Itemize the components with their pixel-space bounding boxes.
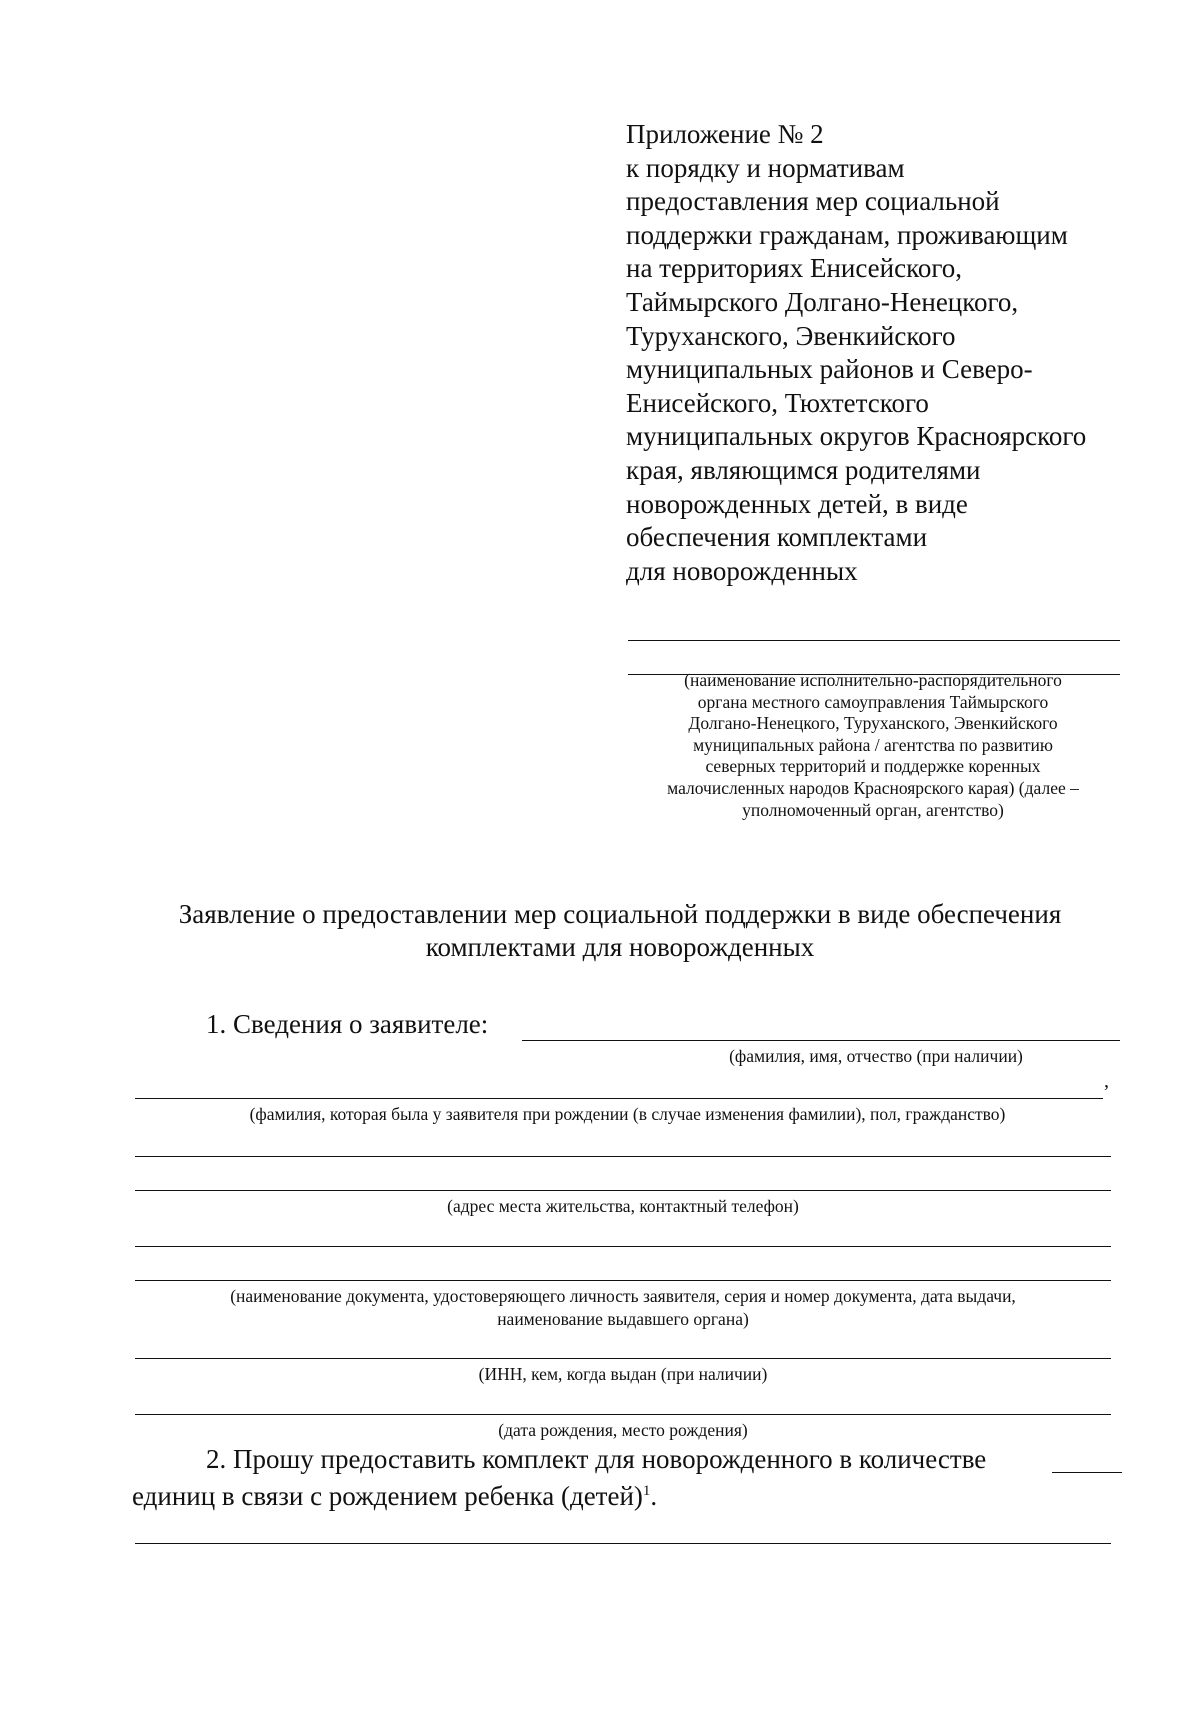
title-line-1: Заявление о предоставлении мер социальной поддержки в виде обеспечения (178, 899, 1062, 929)
authority-caption-line: (наименование исполнительно-распорядительного (684, 670, 1062, 690)
appendix-line: на территориях Енисейского, (626, 253, 962, 284)
full-name-field[interactable] (522, 1040, 1120, 1041)
footnote-mark[interactable]: 1 (642, 1483, 651, 1499)
section2-line-2 (132, 1480, 657, 1512)
id-document-caption-line-1: (наименование документа, удостоверяющего личность заявителя, серия и номер документа, дата выдачи, (230, 1286, 1016, 1306)
quantity-field[interactable] (1052, 1472, 1122, 1473)
appendix-line: обеспечения комплектами (626, 522, 928, 553)
appendix-header (626, 118, 1146, 588)
appendix-line: муниципальных округов Красноярского (626, 421, 1087, 452)
appendix-line: для новорожденных (626, 555, 858, 586)
inn-caption: (ИНН, кем, когда выдан (при наличии) (478, 1364, 768, 1384)
authority-caption-line: малочисленных народов Красноярского карая) (далее – (667, 777, 1079, 798)
appendix-line: муниципальных районов и Северо- (626, 354, 1033, 385)
appendix-line: Туруханского, Эвенкийского (626, 320, 956, 351)
authority-caption (626, 670, 1120, 821)
id-document-caption-line-2: наименование выдавшего органа) (497, 1309, 749, 1329)
document-title (120, 898, 1120, 964)
section2-line-2-text: единиц в связи с рождением ребенка (детей) (132, 1481, 643, 1511)
address-field-line-1[interactable] (135, 1156, 1111, 1157)
birth-surname-field[interactable] (135, 1098, 1103, 1099)
children-field-line[interactable] (135, 1543, 1111, 1544)
authority-caption-line: уполномоченный орган, агентство) (742, 799, 1004, 820)
appendix-line: края, являющимся родителями (626, 454, 981, 485)
birth-caption: (дата рождения, место рождения) (498, 1420, 748, 1440)
address-field-line-2[interactable] (135, 1190, 1111, 1191)
appendix-line: новорожденных детей, в виде (626, 488, 968, 519)
id-document-field-line-1[interactable] (135, 1246, 1111, 1247)
appendix-line: Енисейского, Тюхтетского (626, 387, 929, 418)
section2-line-2-end: . (650, 1481, 658, 1511)
authority-caption-line: муниципальных района / агентства по развитию (693, 734, 1053, 755)
birth-field[interactable] (135, 1414, 1111, 1415)
section2-line-1: 2. Прошу предоставить комплект для новорожденного в количестве (206, 1444, 987, 1474)
id-document-field-line-2[interactable] (135, 1280, 1111, 1281)
authority-caption-line: Долгано-Ненецкого, Туруханского, Эвенкийского (688, 713, 1058, 734)
comma: , (1104, 1070, 1109, 1092)
authority-caption-line: северных территорий и поддержке коренных (705, 756, 1041, 777)
appendix-line: поддержки гражданам, проживающим (626, 219, 1068, 250)
appendix-line: Приложение № 2 (626, 119, 824, 149)
appendix-line: предоставления мер социальной (626, 186, 1000, 217)
inn-field[interactable] (135, 1358, 1111, 1359)
address-caption: (адрес места жительства, контактный телефон) (447, 1196, 799, 1216)
section1-label: 1. Сведения о заявителе: (206, 1009, 489, 1039)
appendix-line: Таймырского Долгано-Ненецкого, (626, 286, 1019, 317)
authority-caption-line: органа местного самоуправления Таймырского (697, 691, 1049, 712)
appendix-line: к порядку и нормативам (626, 152, 905, 183)
title-line-2: комплектами для новорожденных (425, 932, 815, 962)
birth-surname-caption: (фамилия, которая была у заявителя при рождении (в случае изменения фамилии), пол, гражданство) (249, 1104, 1006, 1124)
authority-field-line-1[interactable] (628, 640, 1120, 641)
full-name-caption: (фамилия, имя, отчество (при наличии) (729, 1046, 1023, 1066)
